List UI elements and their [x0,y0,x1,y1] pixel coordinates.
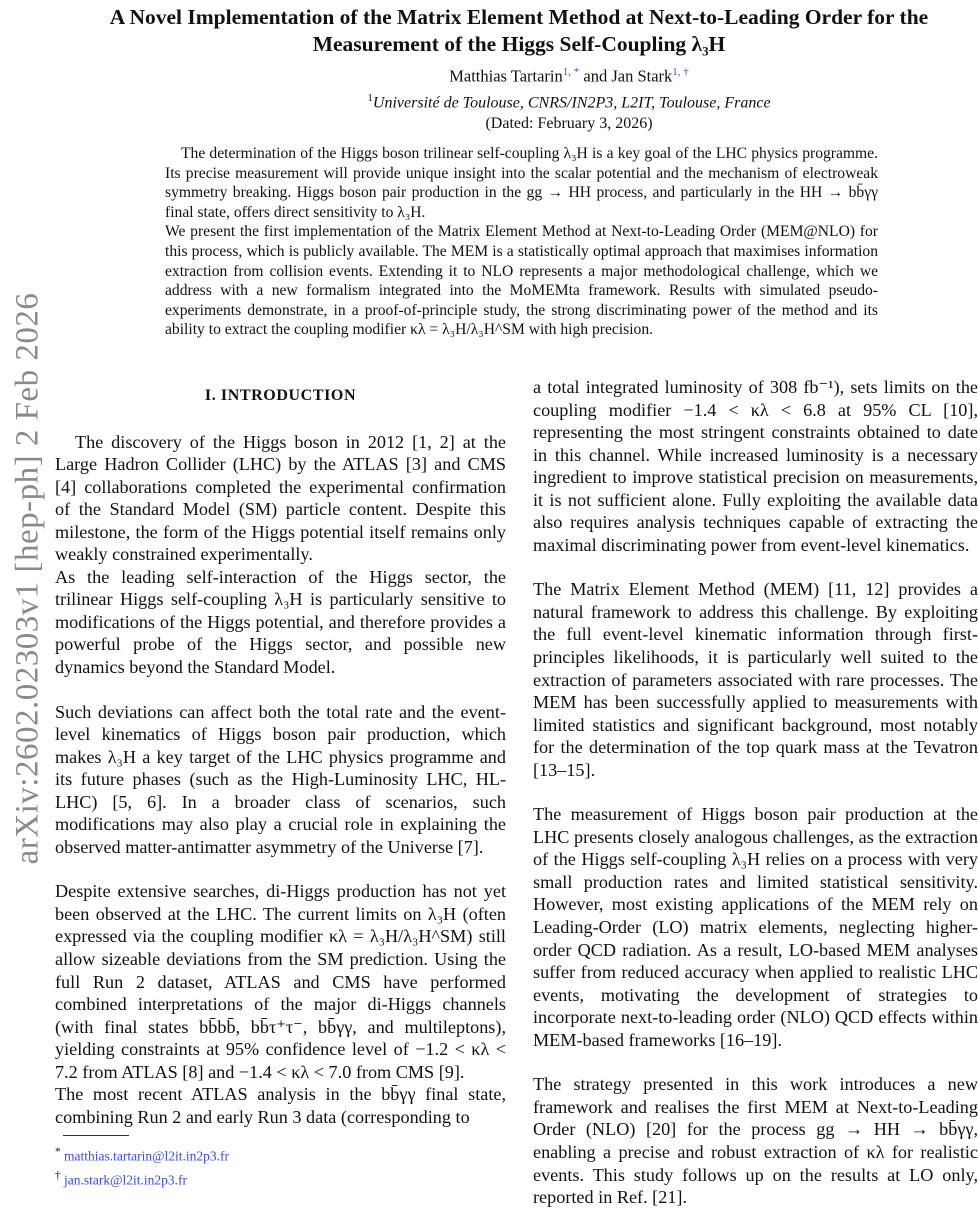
arxiv-stamp: arXiv:2602.02303v1 [hep-ph] 2 Feb 2026 [9,292,46,865]
author-conjunction: and [583,66,608,86]
author-name: Jan Stark [611,66,673,86]
footnote-rule [63,1135,129,1136]
paragraph: The measurement of Higgs boson pair production at the LHC presents closely analogous challenges, as the extraction of the Higgs self-coupling λ₃H relies on a process with very small production rates and limited statistical sensitivity. However, most existing applications of the MEM rely on Leading-Order (LO) matrix elements, neglecting higher-order QCD radiation. As a result, LO-based MEM analyses suffer from reduced accuracy when applied to realistic LHC events, motivating the development of strategies to incorporate next-to-leading order (NLO) QCD effects within MEM-based frameworks [16–19]. [533,804,978,1050]
author-footnote-mark[interactable]: 1, * [562,66,580,78]
footnote-mark: † [55,1170,61,1182]
date-line: (Dated: February 3, 2026) [485,115,653,132]
paragraph: The discovery of the Higgs boson in 2012 [1, 2] at the Large Hadron Collider (LHC) by the ATLAS [3] and CMS [4] collaborations completed the experimental confirmation of the Standard Model (SM) particle content. Despite this milestone, the form of the Higgs potential itself remains only weakly constrained experimentally. [55,431,506,565]
author-footnote-mark[interactable]: 1, † [672,66,689,78]
author-list [160,66,978,87]
right-column [533,376,978,1209]
affiliation-mark: 1 [367,92,373,104]
paragraph: The strategy presented in this work introduces a new framework and realises the first MEM at Next-to-Leading Order (NLO) [20] for the process gg → HH → bb̄γγ, enabling a precise and robust extraction of κλ for realistic events. This study follows up on the results at LO only, reported in Ref. [21]. [533,1074,978,1208]
email-link[interactable]: jan.stark@l2it.in2p3.fr [64,1172,188,1188]
affiliation [160,92,978,112]
paragraph: Despite extensive searches, di-Higgs production has not yet been observed at the LHC. The current limits on λ₃H (often expressed via the coupling modifier κλ = λ₃H/λ₃H^SM) still allow sizeable deviations from the SM prediction. Using the full Run 2 dataset, ATLAS and CMS have performed combined interpretations of the major di-Higgs channels (with final states bb̄bb̄, bb̄τ⁺τ⁻, bb̄γγ, and multileptons), yielding constraints at 95% confidence level of −1.2 < κλ < 7.2 from ATLAS [8] and −1.4 < κλ < 7.0 from CMS [9]. [55,881,506,1082]
paragraph: As the leading self-interaction of the Higgs sector, the trilinear Higgs self-coupling λ₃H is particularly sensitive to modifications of the Higgs potential, and therefore provides a powerful probe of the Higgs sector, and possible new dynamics beyond the Standard Model. [55,566,506,678]
footnote [55,1170,187,1189]
paragraph: Such deviations can affect both the total rate and the event-level kinematics of Higgs boson pair production, which makes λ₃H a key target of the LHC physics programme and its future phases (such as the High-Luminosity LHC, HL-LHC) [5, 6]. In a broader class of scenarios, such modifications may also play a crucial role in explaining the observed matter-antimatter asymmetry of the Universe [7]. [55,701,506,857]
footnote [55,1146,229,1165]
author-name: Matthias Tartarin [449,66,563,86]
abstract-paragraph: The determination of the Higgs boson trilinear self-coupling λ₃H is a key goal of the LHC physics programme. Its precise measurement will provide unique insight into the scalar potential and the mechanism of electroweak symmetry breaking. Higgs boson pair production in the gg → HH process, and particularly in the HH → bb̄γγ final state, offers direct sensitivity to λ₃H. [165,145,878,221]
abstract [165,144,878,340]
paragraph: The most recent ATLAS analysis in the bb̄γγ final state, combining Run 2 and early Run 3 data (corresponding to [55,1084,506,1127]
abstract-paragraph: We present the first implementation of the Matrix Element Method at Next-to-Leading Order (MEM@NLO) for this process, which is publicly available. The MEM is a statistically optimal approach that maximises information extraction from collision events. Extending it to NLO represents a major methodological challenge, which we address with a new formalism integrated into the MoMEMta framework. Results with simulated pseudo-experiments demonstrate, in a proof-of-principle study, the strong discriminating power of the method and its ability to extract the coupling modifier κλ = λ₃H/λ₃H^SM with high precision. [165,223,878,339]
section-heading: I. INTRODUCTION [204,387,357,404]
paragraph: a total integrated luminosity of 308 fb⁻¹), sets limits on the coupling modifier −1.4 < κλ < 6.8 at 95% CL [10], representing the most stringent constraints obtained to date in this channel. While increased luminosity is a necessary ingredient to improve statistical precision on measurements, it is not sufficient alone. Fully exploiting the available data also requires analysis techniques capable of extracting the maximal discriminating power from event-level kinematics. [533,377,978,555]
paper-title: A Novel Implementation of the Matrix Element Method at Next-to-Leading Order for the Measurement of the Higgs Self-Coupling λ₃H [109,5,929,56]
left-column [55,385,506,1128]
email-link[interactable]: matthias.tartarin@l2it.in2p3.fr [64,1148,230,1164]
footnote-mark: * [55,1146,61,1158]
affiliation-text: Université de Toulouse, CNRS/IN2P3, L2IT, Toulouse, France [372,94,771,112]
paragraph: The Matrix Element Method (MEM) [11, 12] provides a natural framework to address this challenge. By exploiting the full event-level kinematic information through first-principles likelihoods, it is particularly well suited to the extraction of parameters associated with rare processes. The MEM has been successfully applied to measurements with limited statistics and significant background, most notably for the determination of the top quark mass at the Tevatron [13–15]. [533,579,978,780]
